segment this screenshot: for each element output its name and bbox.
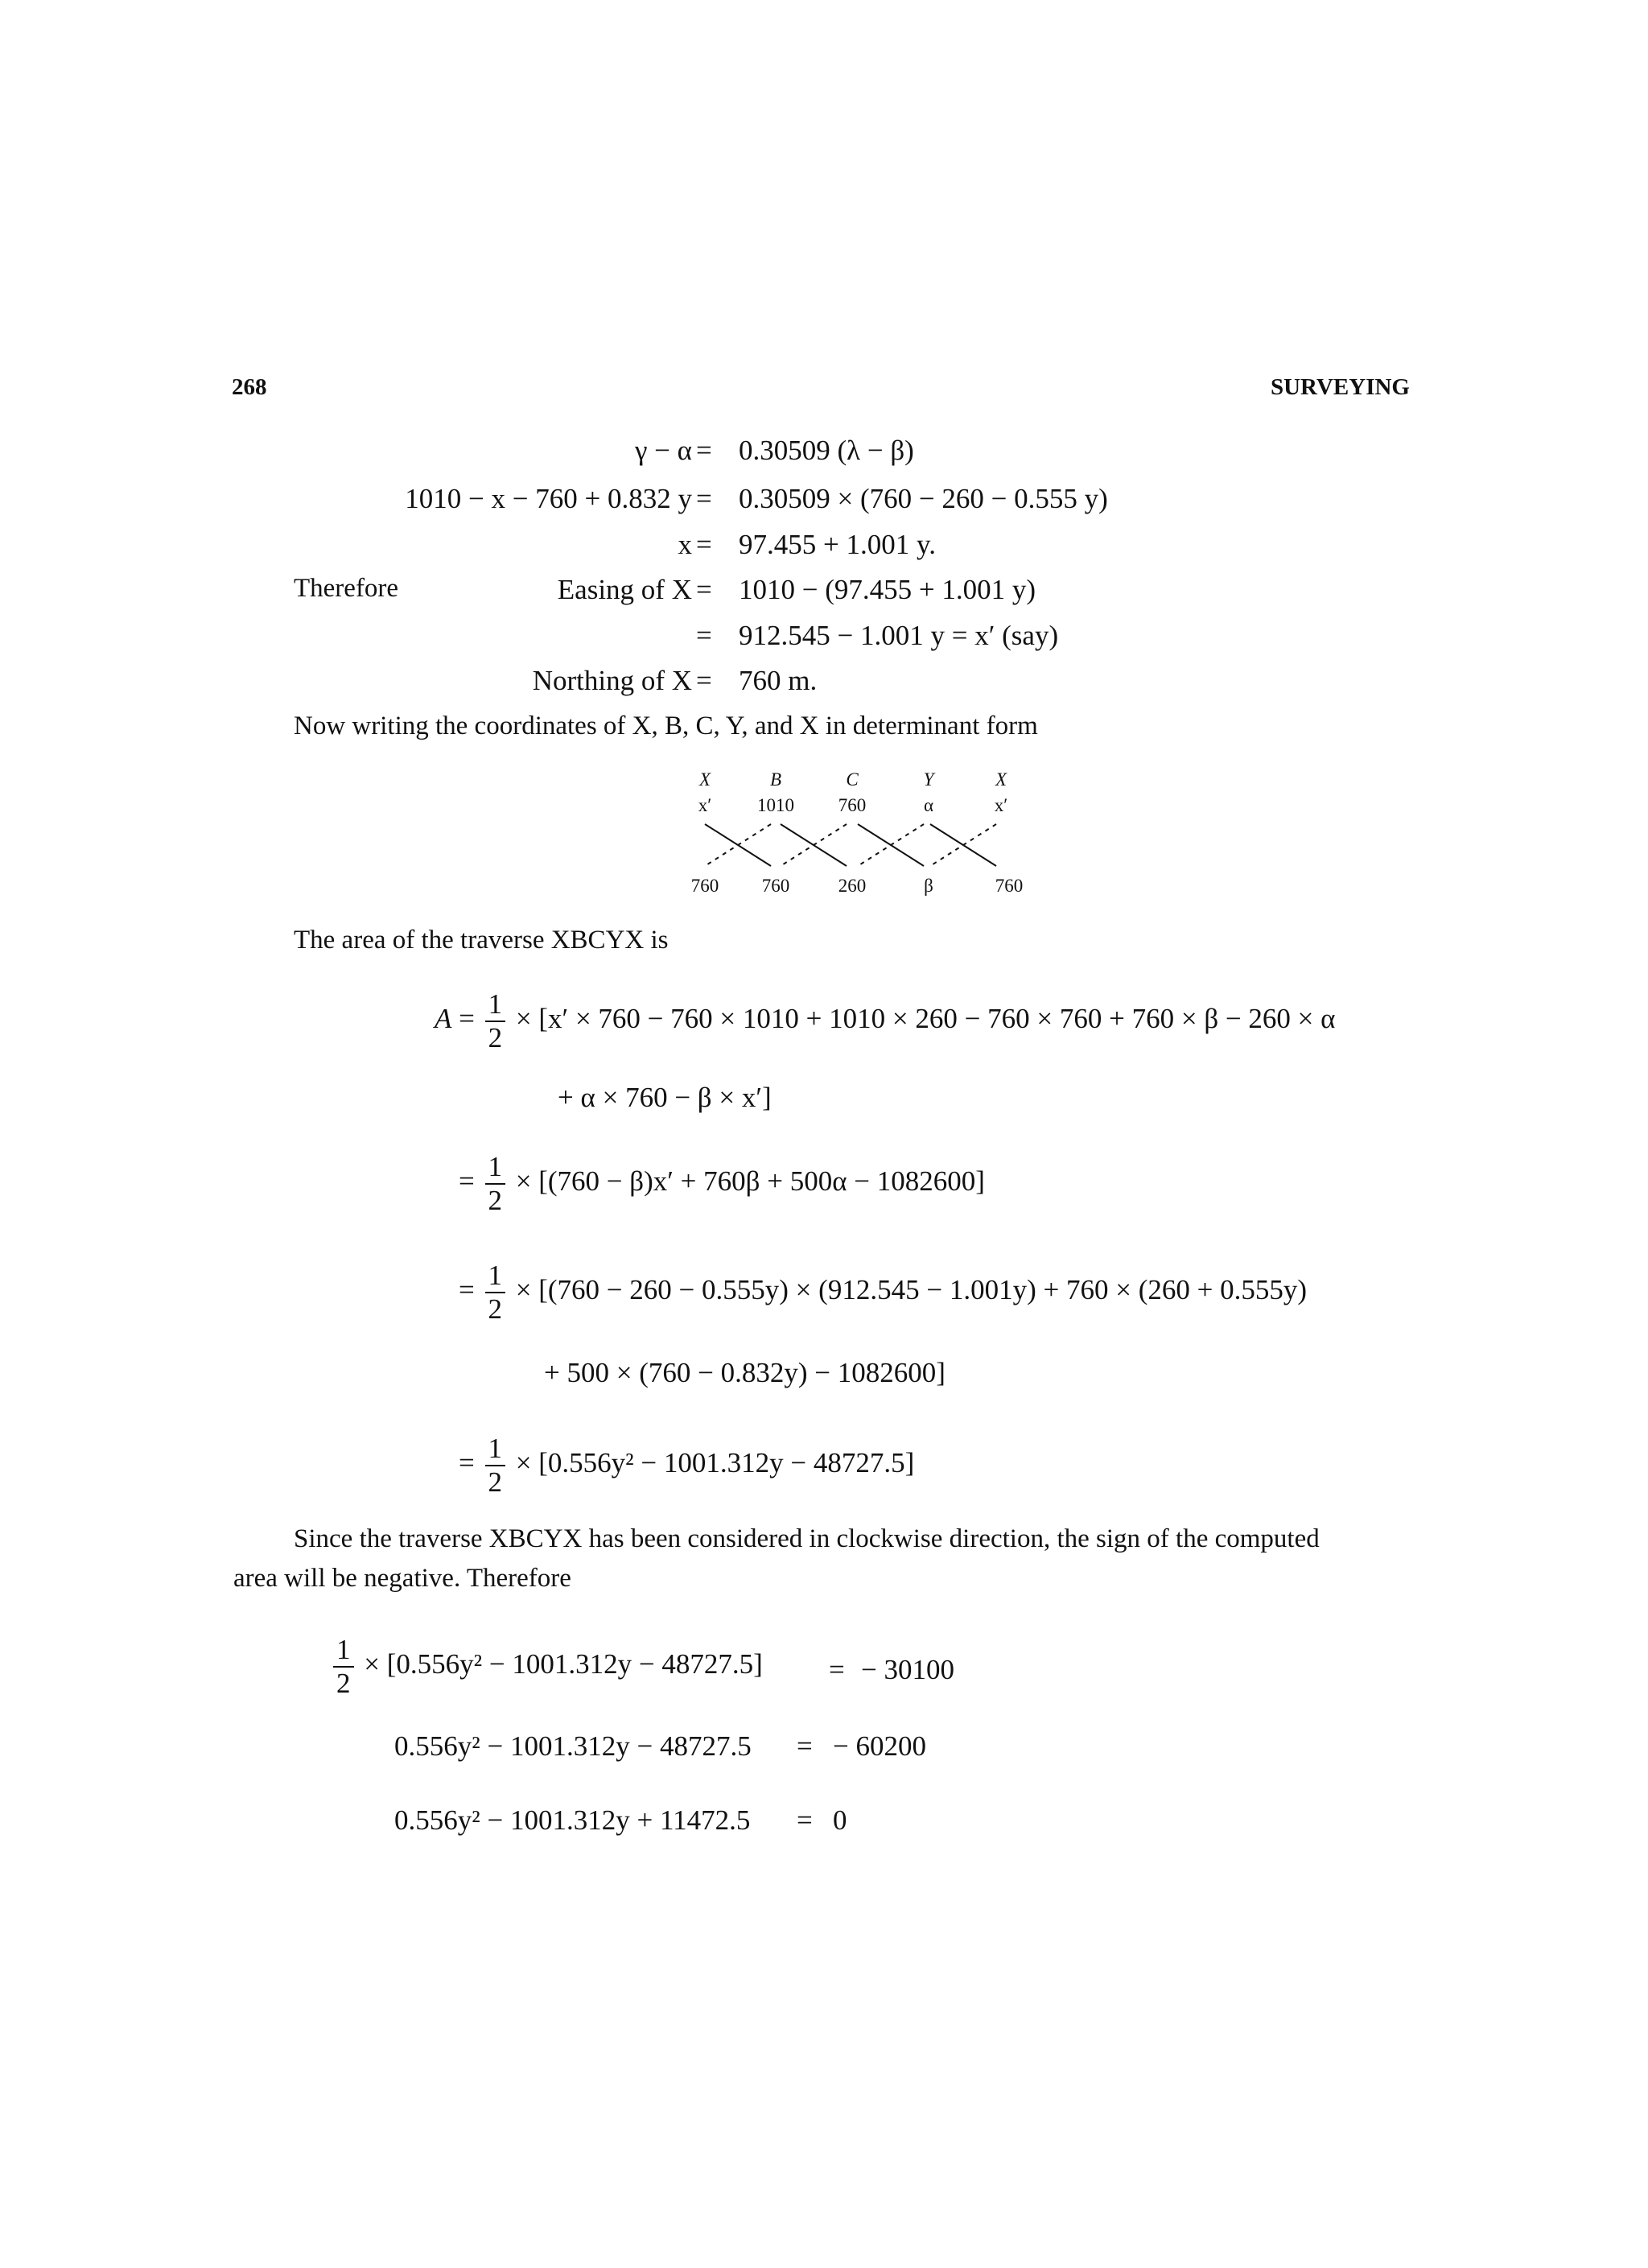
- final-eq-sign: =: [797, 1730, 813, 1762]
- equation-sign: =: [696, 529, 712, 560]
- fraction-half: [485, 1260, 506, 1326]
- area-expression: × [0.556y² − 1001.312y − 48727.5]: [515, 1447, 915, 1479]
- area-line-1: [435, 988, 1335, 1054]
- equation-lhs: 1010 − x − 760 + 0.832 y: [405, 483, 692, 514]
- fraction-numerator: 1: [485, 1433, 506, 1466]
- fraction-numerator: 1: [485, 1151, 506, 1185]
- equation-sign: =: [696, 620, 712, 651]
- area-expression: × [(760 − β)x′ + 760β + 500α − 1082600]: [515, 1165, 985, 1198]
- area-expression: × [(760 − 260 − 0.555y) × (912.545 − 1.001y) + 760 × (260 + 0.555y): [515, 1274, 1307, 1306]
- final-eq-lhs: 0.556y² − 1001.312y + 11472.5: [394, 1804, 751, 1836]
- equation-sign: =: [696, 483, 712, 514]
- final-eq-1: [330, 1634, 763, 1700]
- paragraph-sign-line-1: Since the traverse XBCYX has been considered in clockwise direction, the sign of the computed: [294, 1524, 1320, 1553]
- paragraph-sign-line-2: area will be negative. Therefore: [233, 1564, 571, 1593]
- final-eq-sign: =: [797, 1804, 813, 1836]
- fraction-half: [485, 988, 506, 1054]
- fraction-half: [333, 1634, 354, 1700]
- fraction-half: [485, 1433, 506, 1499]
- area-line-5: + 500 × (760 − 0.832y) − 1082600]: [544, 1357, 946, 1388]
- equation-rhs: 760 m.: [739, 665, 818, 696]
- determinant-label: B: [769, 769, 782, 790]
- equation-rhs: 1010 − (97.455 + 1.001 y): [739, 574, 1036, 605]
- fraction-numerator: 1: [485, 988, 506, 1022]
- fraction-denominator: 2: [488, 1022, 503, 1054]
- therefore-label: Therefore: [294, 574, 399, 603]
- determinant-bottom-value: 760: [761, 876, 790, 896]
- equation-sign: =: [696, 435, 712, 466]
- final-eq-sign: =: [829, 1654, 845, 1685]
- paragraph-determinant: Now writing the coordinates of X, B, C, Y, and X in determinant form: [294, 711, 1038, 740]
- equation-lhs: Easing of X: [557, 574, 692, 605]
- equals-sign: =: [459, 1003, 475, 1035]
- determinant-bottom-value: 760: [690, 876, 719, 896]
- determinant-top-value: 1010: [757, 795, 794, 815]
- determinant-label: C: [846, 769, 859, 790]
- fraction-denominator: 2: [336, 1668, 351, 1699]
- equation-lhs: x: [678, 529, 692, 560]
- fraction-denominator: 2: [488, 1185, 502, 1216]
- page-number: 268: [232, 374, 267, 400]
- equation-rhs: 0.30509 × (760 − 260 − 0.555 y): [739, 483, 1108, 514]
- fraction-denominator: 2: [488, 1466, 502, 1498]
- area-line-4: [459, 1260, 1307, 1326]
- equation-lhs: γ − α: [634, 435, 692, 466]
- equation-lhs: Northing of X: [532, 665, 692, 696]
- running-title: SURVEYING: [1270, 374, 1410, 400]
- fraction-half: [485, 1151, 506, 1217]
- fraction-numerator: 1: [333, 1634, 354, 1668]
- final-eq-rhs: − 30100: [861, 1654, 954, 1685]
- determinant-bottom-value: 260: [838, 876, 867, 896]
- equation-rhs: 97.455 + 1.001 y.: [739, 529, 936, 560]
- determinant-label: Y: [923, 769, 934, 790]
- area-line-3: [459, 1151, 985, 1217]
- determinant-top-value: 760: [838, 795, 867, 815]
- paragraph-area: The area of the traverse XBCYX is: [294, 926, 669, 955]
- equals-sign: =: [459, 1165, 475, 1198]
- cross-multiplication-lines: [692, 821, 1014, 869]
- equation-rhs: 912.545 − 1.001 y = x′ (say): [739, 620, 1059, 651]
- determinant-label: X: [995, 769, 1007, 790]
- determinant-bottom-value: β: [924, 876, 933, 896]
- determinant-top-value: x′: [698, 795, 712, 815]
- final-eq-lhs: × [0.556y² − 1001.312y − 48727.5]: [364, 1648, 763, 1680]
- area-expression: × [x′ × 760 − 760 × 1010 + 1010 × 260 − 760 × 760 + 760 × β − 260 × α: [515, 1003, 1336, 1035]
- final-eq-rhs: − 60200: [833, 1730, 926, 1762]
- determinant-top-value: α: [923, 795, 934, 815]
- equation-rhs: 0.30509 (λ − β): [739, 435, 914, 466]
- area-line-6: [459, 1433, 914, 1499]
- determinant-label: X: [698, 769, 711, 790]
- equals-sign: =: [459, 1447, 475, 1479]
- equals-sign: =: [459, 1274, 475, 1306]
- final-eq-rhs: 0: [833, 1804, 847, 1836]
- equation-sign: =: [696, 665, 712, 696]
- area-symbol: A: [435, 1003, 452, 1035]
- area-line-2: + α × 760 − β × x′]: [558, 1082, 772, 1113]
- equation-sign: =: [696, 574, 712, 605]
- fraction-numerator: 1: [485, 1260, 506, 1293]
- determinant-top-value: x′: [994, 795, 1008, 815]
- final-eq-lhs: 0.556y² − 1001.312y − 48727.5: [394, 1730, 752, 1762]
- determinant-bottom-value: 760: [995, 876, 1024, 896]
- fraction-denominator: 2: [488, 1293, 502, 1325]
